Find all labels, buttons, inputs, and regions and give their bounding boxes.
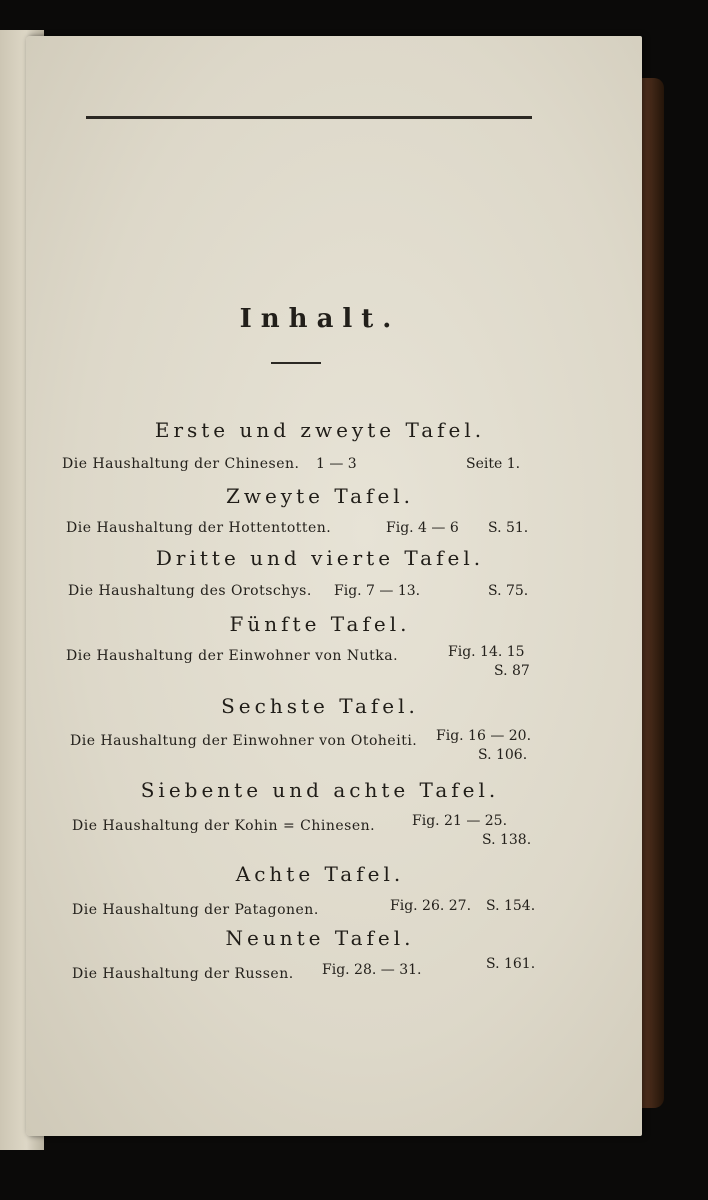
section-heading: Sechste Tafel.	[221, 694, 419, 718]
section-heading: Fünfte Tafel.	[229, 612, 411, 636]
entry-figs: 1 — 3	[316, 456, 357, 472]
entry-text: Die Haushaltung der Kohin = Chinesen.	[72, 818, 376, 834]
entry-figs: Fig. 4 — 6	[386, 520, 459, 536]
entry-text: Die Haushaltung der Hottentotten.	[66, 520, 332, 536]
section-heading: Siebente und achte Tafel.	[140, 778, 500, 802]
entry-text: Die Haushaltung des Orotschys.	[68, 583, 312, 599]
entry-text: Die Haushaltung der Patagonen.	[72, 902, 319, 918]
section-heading: Dritte und vierte Tafel.	[155, 546, 485, 570]
entry-page: Seite 1.	[466, 456, 521, 472]
entry-text: Die Haushaltung der Einwohner von Otoheiti.	[70, 733, 418, 749]
entry-figs: Fig. 21 — 25.	[412, 813, 508, 829]
entry-page: S. 75.	[488, 583, 529, 599]
entry-page: S. 51.	[488, 520, 529, 536]
entry-page: S. 154.	[486, 898, 536, 914]
page-title: Inhalt.	[239, 304, 401, 334]
entry-text: Die Haushaltung der Russen.	[72, 966, 294, 982]
entry-page: S. 138.	[482, 832, 532, 848]
entry-page: S. 161.	[486, 956, 536, 972]
section-heading: Neunte Tafel.	[225, 926, 415, 950]
entry-figs: Fig. 28. — 31.	[322, 962, 422, 978]
section-heading: Zweyte Tafel.	[225, 484, 415, 508]
title-rule	[271, 362, 321, 364]
section-heading: Achte Tafel.	[235, 862, 405, 886]
entry-text: Die Haushaltung der Einwohner von Nutka.	[66, 648, 399, 664]
entry-figs: Fig. 16 — 20.	[436, 728, 532, 744]
section-heading: Erste und zweyte Tafel.	[154, 418, 486, 442]
entry-figs: Fig. 7 — 13.	[334, 583, 421, 599]
entry-page: S. 87	[494, 663, 530, 679]
top-rule	[86, 116, 532, 119]
entry-text: Die Haushaltung der Chinesen.	[62, 456, 300, 472]
entry-figs: Fig. 14. 15	[448, 644, 525, 660]
entry-page: S. 106.	[478, 747, 528, 763]
entry-figs: Fig. 26. 27.	[390, 898, 472, 914]
